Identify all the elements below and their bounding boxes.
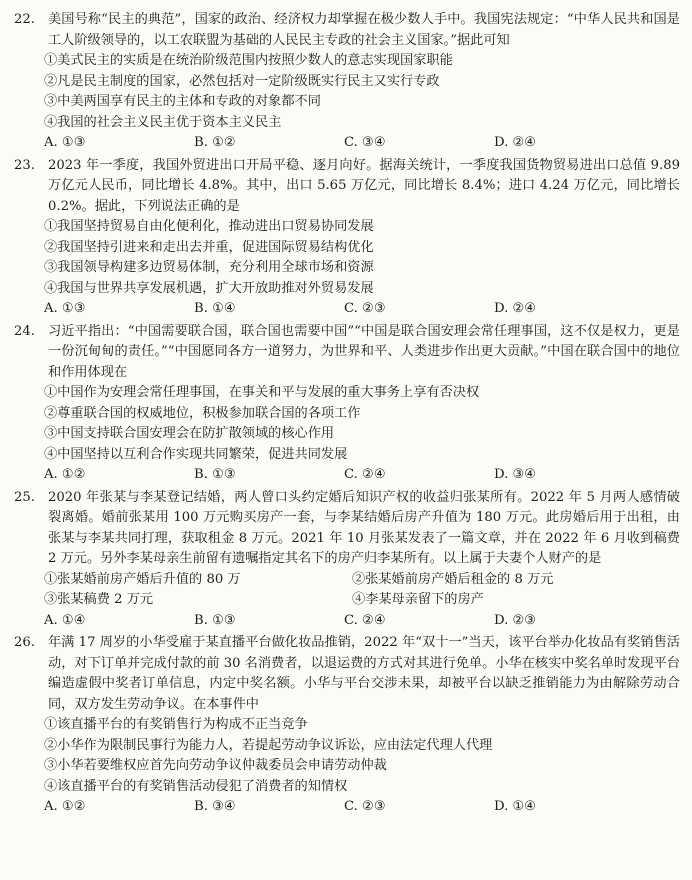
option-a: A. ①③ bbox=[44, 301, 86, 316]
statement: ③张某稿费 2 万元 bbox=[44, 592, 154, 607]
option-d: D. ③④ bbox=[494, 467, 537, 482]
statement: ④李某母亲留下的房产 bbox=[352, 592, 484, 607]
option-a: A. ①② bbox=[44, 799, 86, 814]
question-number: 24. bbox=[14, 323, 35, 339]
option-c: C. ②③ bbox=[344, 799, 386, 814]
option-c: C. ②④ bbox=[344, 467, 386, 482]
question-number: 26. bbox=[14, 635, 35, 650]
statement: ②张某婚前房产婚后租金的 8 万元 bbox=[352, 571, 554, 587]
question-number: 23. bbox=[14, 157, 35, 173]
statement: ②我国坚持引进来和走出去并重，促进国际贸易结构优化 bbox=[44, 239, 374, 255]
statement: ④中国坚持以互利合作实现共同繁荣，促进共同发展 bbox=[44, 446, 348, 462]
statement: ③中国支持联合国安理会在防扩散领域的核心作用 bbox=[44, 426, 335, 441]
option-d: D. ②④ bbox=[494, 301, 537, 316]
answer-options bbox=[10, 299, 680, 320]
answer-options bbox=[10, 797, 680, 818]
option-b: B. ①② bbox=[194, 135, 236, 150]
option-c: C. ③④ bbox=[344, 135, 386, 150]
question-stem: 美国号称“民主的典范”，国家的政治、经济权力却掌握在极少数人手中。我国宪法规定：“中华人民共和国是工人阶级领导的，以工农联盟为基础的人民民主专政的社会主义国家。”据此可知 bbox=[48, 12, 680, 48]
statement: ①该直播平台的有奖销售行为构成不正当竞争 bbox=[44, 717, 308, 732]
statement: ①我国坚持贸易自由化便利化，推动进出口贸易协同发展 bbox=[44, 219, 374, 234]
statement: ④我国的社会主义民主优于资本主义民主 bbox=[44, 114, 282, 130]
answer-options bbox=[10, 465, 680, 486]
question-23 bbox=[10, 156, 680, 320]
option-d: D. ②③ bbox=[494, 612, 537, 628]
statement: ④该直播平台的有奖销售活动侵犯了消费者的知情权 bbox=[44, 778, 348, 794]
question-number: 22. bbox=[14, 12, 35, 27]
question-stem: 习近平指出：“中国需要联合国，联合国也需要中国”“中国是联合国安理会常任理事国，这不仅是权力，更是一份沉甸甸的责任。”“中国愿同各方一道努力，为世界和平、人类进步作出更大贡献。”中国在联合国中的地位和作用体现在 bbox=[48, 323, 680, 380]
statement: ②凡是民主制度的国家，必然包括对一定阶级既实行民主又实行专政 bbox=[44, 73, 440, 89]
question-number: 25. bbox=[14, 489, 35, 505]
question-26 bbox=[10, 633, 680, 818]
option-b: B. ①③ bbox=[194, 612, 236, 628]
answer-options bbox=[10, 611, 680, 632]
statement: ③我国领导构建多边贸易体制，充分利用全球市场和资源 bbox=[44, 260, 374, 275]
option-d: D. ②④ bbox=[494, 135, 537, 150]
option-b: B. ①④ bbox=[194, 301, 236, 316]
statement: ②尊重联合国的权威地位，积极参加联合国的各项工作 bbox=[44, 405, 361, 421]
answer-options bbox=[10, 133, 680, 154]
statement: ①中国作为安理会常任理事国，在事关和平与发展的重大事务上享有否决权 bbox=[44, 385, 480, 400]
question-stem: 2023 年一季度，我国外贸进出口开局平稳、逐月向好。据海关统计，一季度我国货物贸易进出口总值 9.89 万亿元人民币，同比增长 4.8%。其中，出口 5.65 万亿元，同比增长 8.4%；进口 4.24 万亿元，同比增长 0.2%。据此，下列说法正确的是 bbox=[48, 157, 680, 214]
question-24 bbox=[10, 322, 680, 486]
option-c: C. ②④ bbox=[344, 612, 386, 628]
statement: ③中美两国享有民主的主体和专政的对象都不同 bbox=[44, 94, 321, 109]
option-d: D. ①④ bbox=[494, 799, 537, 814]
option-c: C. ②③ bbox=[344, 301, 386, 316]
option-a: A. ①② bbox=[44, 467, 86, 482]
statement: ④我国与世界共享发展机遇，扩大开放助推对外贸易发展 bbox=[44, 280, 374, 296]
option-a: A. ①④ bbox=[44, 612, 86, 628]
statement-grid bbox=[10, 570, 680, 611]
option-a: A. ①③ bbox=[44, 135, 86, 150]
question-stem: 2020 年张某与李某登记结婚，两人曾口头约定婚后知识产权的收益归张某所有。2022 年 5 月两人感情破裂离婚。婚前张某用 100 万元购买房产一套，与李某结婚后房产升值为 180 万元。此房婚后用于出租，由张某与李某共同打理，获取租金 8 万元。2021 年 10 月张某发表了一篇文章，并在 2022 年 6 月收到稿费 2 万元。另外李某母亲生前留有遗嘱指定其名下的房产归李某所有。以上属于夫妻个人财产的是 bbox=[48, 489, 680, 566]
statement: ③小华若要维权应首先向劳动争议仲裁委员会申请劳动仲裁 bbox=[44, 758, 387, 773]
question-25 bbox=[10, 488, 680, 632]
question-stem: 年满 17 周岁的小华受雇于某直播平台做化妆品推销，2022 年“双十一”当天，该平台举办化妆品有奖销售活动，对下订单并完成付款的前 30 名消费者，以退运费的方式对其进行免单。小华在核实中奖名单时发现平台编造虚假中奖者订单信息，内定中奖名额。小华与平台交涉未果，却被平台以缺乏推销能力为由解除劳动合同，双方发生劳动争议。在本事件中 bbox=[48, 635, 680, 712]
option-b: B. ③④ bbox=[194, 799, 236, 814]
option-b: B. ①③ bbox=[194, 467, 236, 482]
statement: ①美式民主的实质是在统治阶级范围内按照少数人的意志实现国家职能 bbox=[44, 53, 453, 68]
question-22 bbox=[10, 10, 680, 154]
statement: ②小华作为限制民事行为能力人，若提起劳动争议诉讼，应由法定代理人代理 bbox=[44, 737, 493, 753]
statement: ①张某婚前房产婚后升值的 80 万 bbox=[44, 571, 241, 587]
